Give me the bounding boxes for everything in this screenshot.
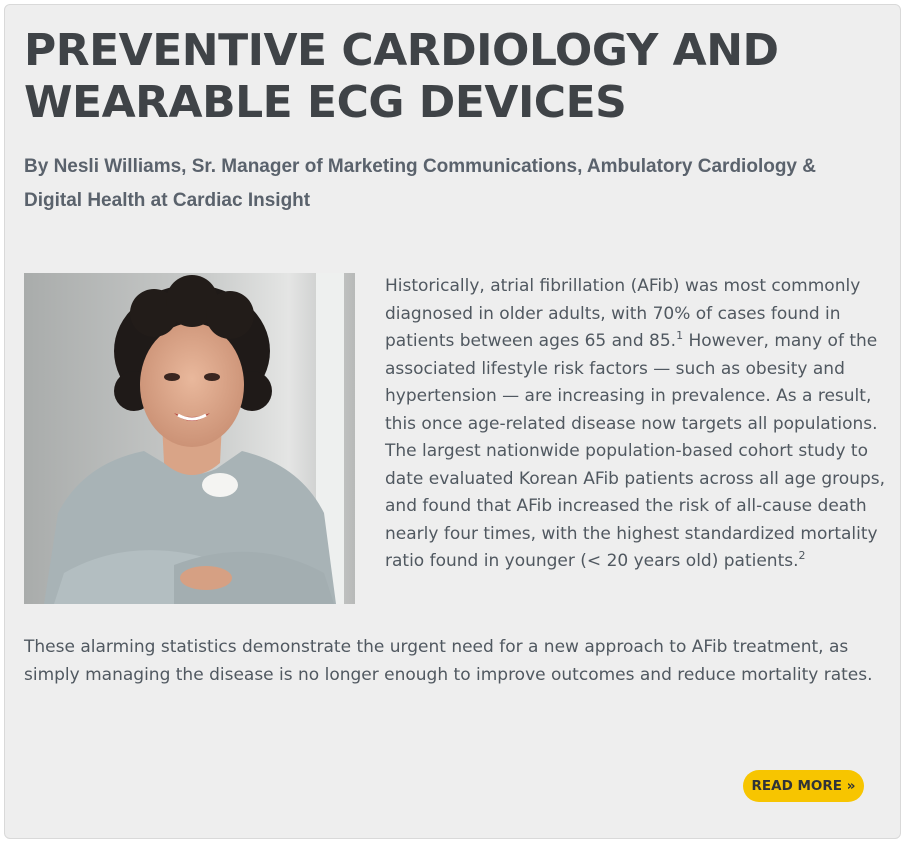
- read-more-button[interactable]: READ MORE »: [743, 770, 864, 802]
- article-paragraph-conclusion: These alarming statistics demonstrate the urgent need for a new approach to AFib treatment, as simply managing the disease is no longer enough to improve outcomes and reduce mortality rates.: [24, 637, 873, 685]
- article-paragraph-intro: [385, 273, 885, 576]
- article-card: [4, 4, 901, 839]
- author-portrait-illustration: [24, 273, 355, 604]
- author-photo: [24, 273, 355, 604]
- footnote-reference-2[interactable]: 2: [798, 549, 806, 562]
- paragraph-intro-part2: However, many of the associated lifestyle risk factors — such as obesity and hypertension — are increasing in prevalence. As a result, this once age-related disease now targets all populations. The largest nationwide population-based cohort study to date evaluated Korean AFib patients across all age groups, and found that AFib increased the risk of all-cause death nearly four times, with the highest standardized mortality ratio found in younger (< 20 years old) patients.: [385, 331, 885, 571]
- paragraph-intro-part1: Historically, atrial fibrillation (AFib) was most commonly diagnosed in older adults, with 70% of cases found in patients between ages 65 and 85.: [385, 276, 861, 351]
- article-byline: By Nesli Williams, Sr. Manager of Marketing Communications, Ambulatory Cardiology & Digital Health at Cardiac Insight: [24, 156, 816, 211]
- article-title: PREVENTIVE CARDIOLOGY AND WEARABLE ECG DEVICES: [24, 25, 779, 128]
- footnote-reference-1[interactable]: 1: [676, 329, 684, 342]
